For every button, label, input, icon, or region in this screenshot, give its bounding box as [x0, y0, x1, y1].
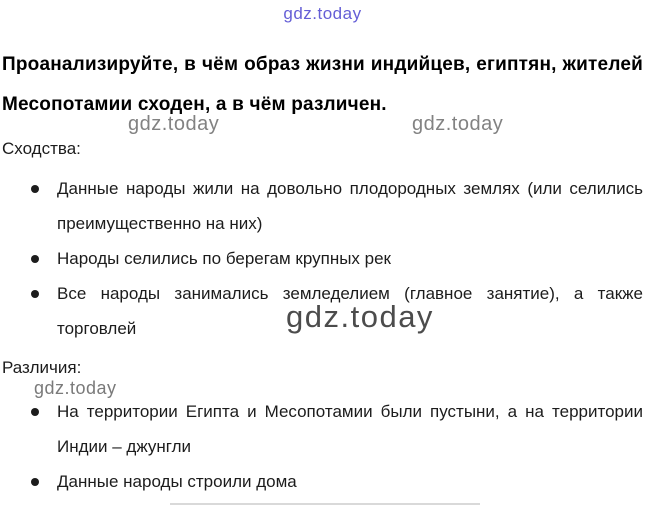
- differences-list: [2, 394, 643, 499]
- list-item: На территории Египта и Месопотамии были пустыни, а на территории Индии – джунгли: [2, 394, 643, 464]
- list-item: Данные народы жили на довольно плодородных землях (или селились преимущественно на них): [2, 171, 643, 241]
- similarities-label: Сходства:: [2, 139, 81, 158]
- list-item: Все народы занимались земледелием (главное занятие), а также торговлей: [2, 276, 643, 346]
- bottom-divider: [170, 503, 480, 505]
- watermark-mid-right: gdz.today: [412, 113, 504, 135]
- differences-label: Различия:: [2, 358, 82, 377]
- list-item: Народы селились по берегам крупных рек: [2, 241, 643, 276]
- watermark-small: gdz.today: [34, 378, 117, 398]
- list-item: Данные народы строили дома: [2, 464, 643, 499]
- watermark-top: gdz.today: [283, 4, 362, 23]
- question-heading: Проанализируйте, в чём образ жизни индийцев, египтян, жителей Месопотамии сходен, а в чём различен.: [2, 54, 643, 115]
- watermark-large: gdz.today: [286, 299, 434, 334]
- watermark-mid-left: gdz.today: [128, 113, 220, 135]
